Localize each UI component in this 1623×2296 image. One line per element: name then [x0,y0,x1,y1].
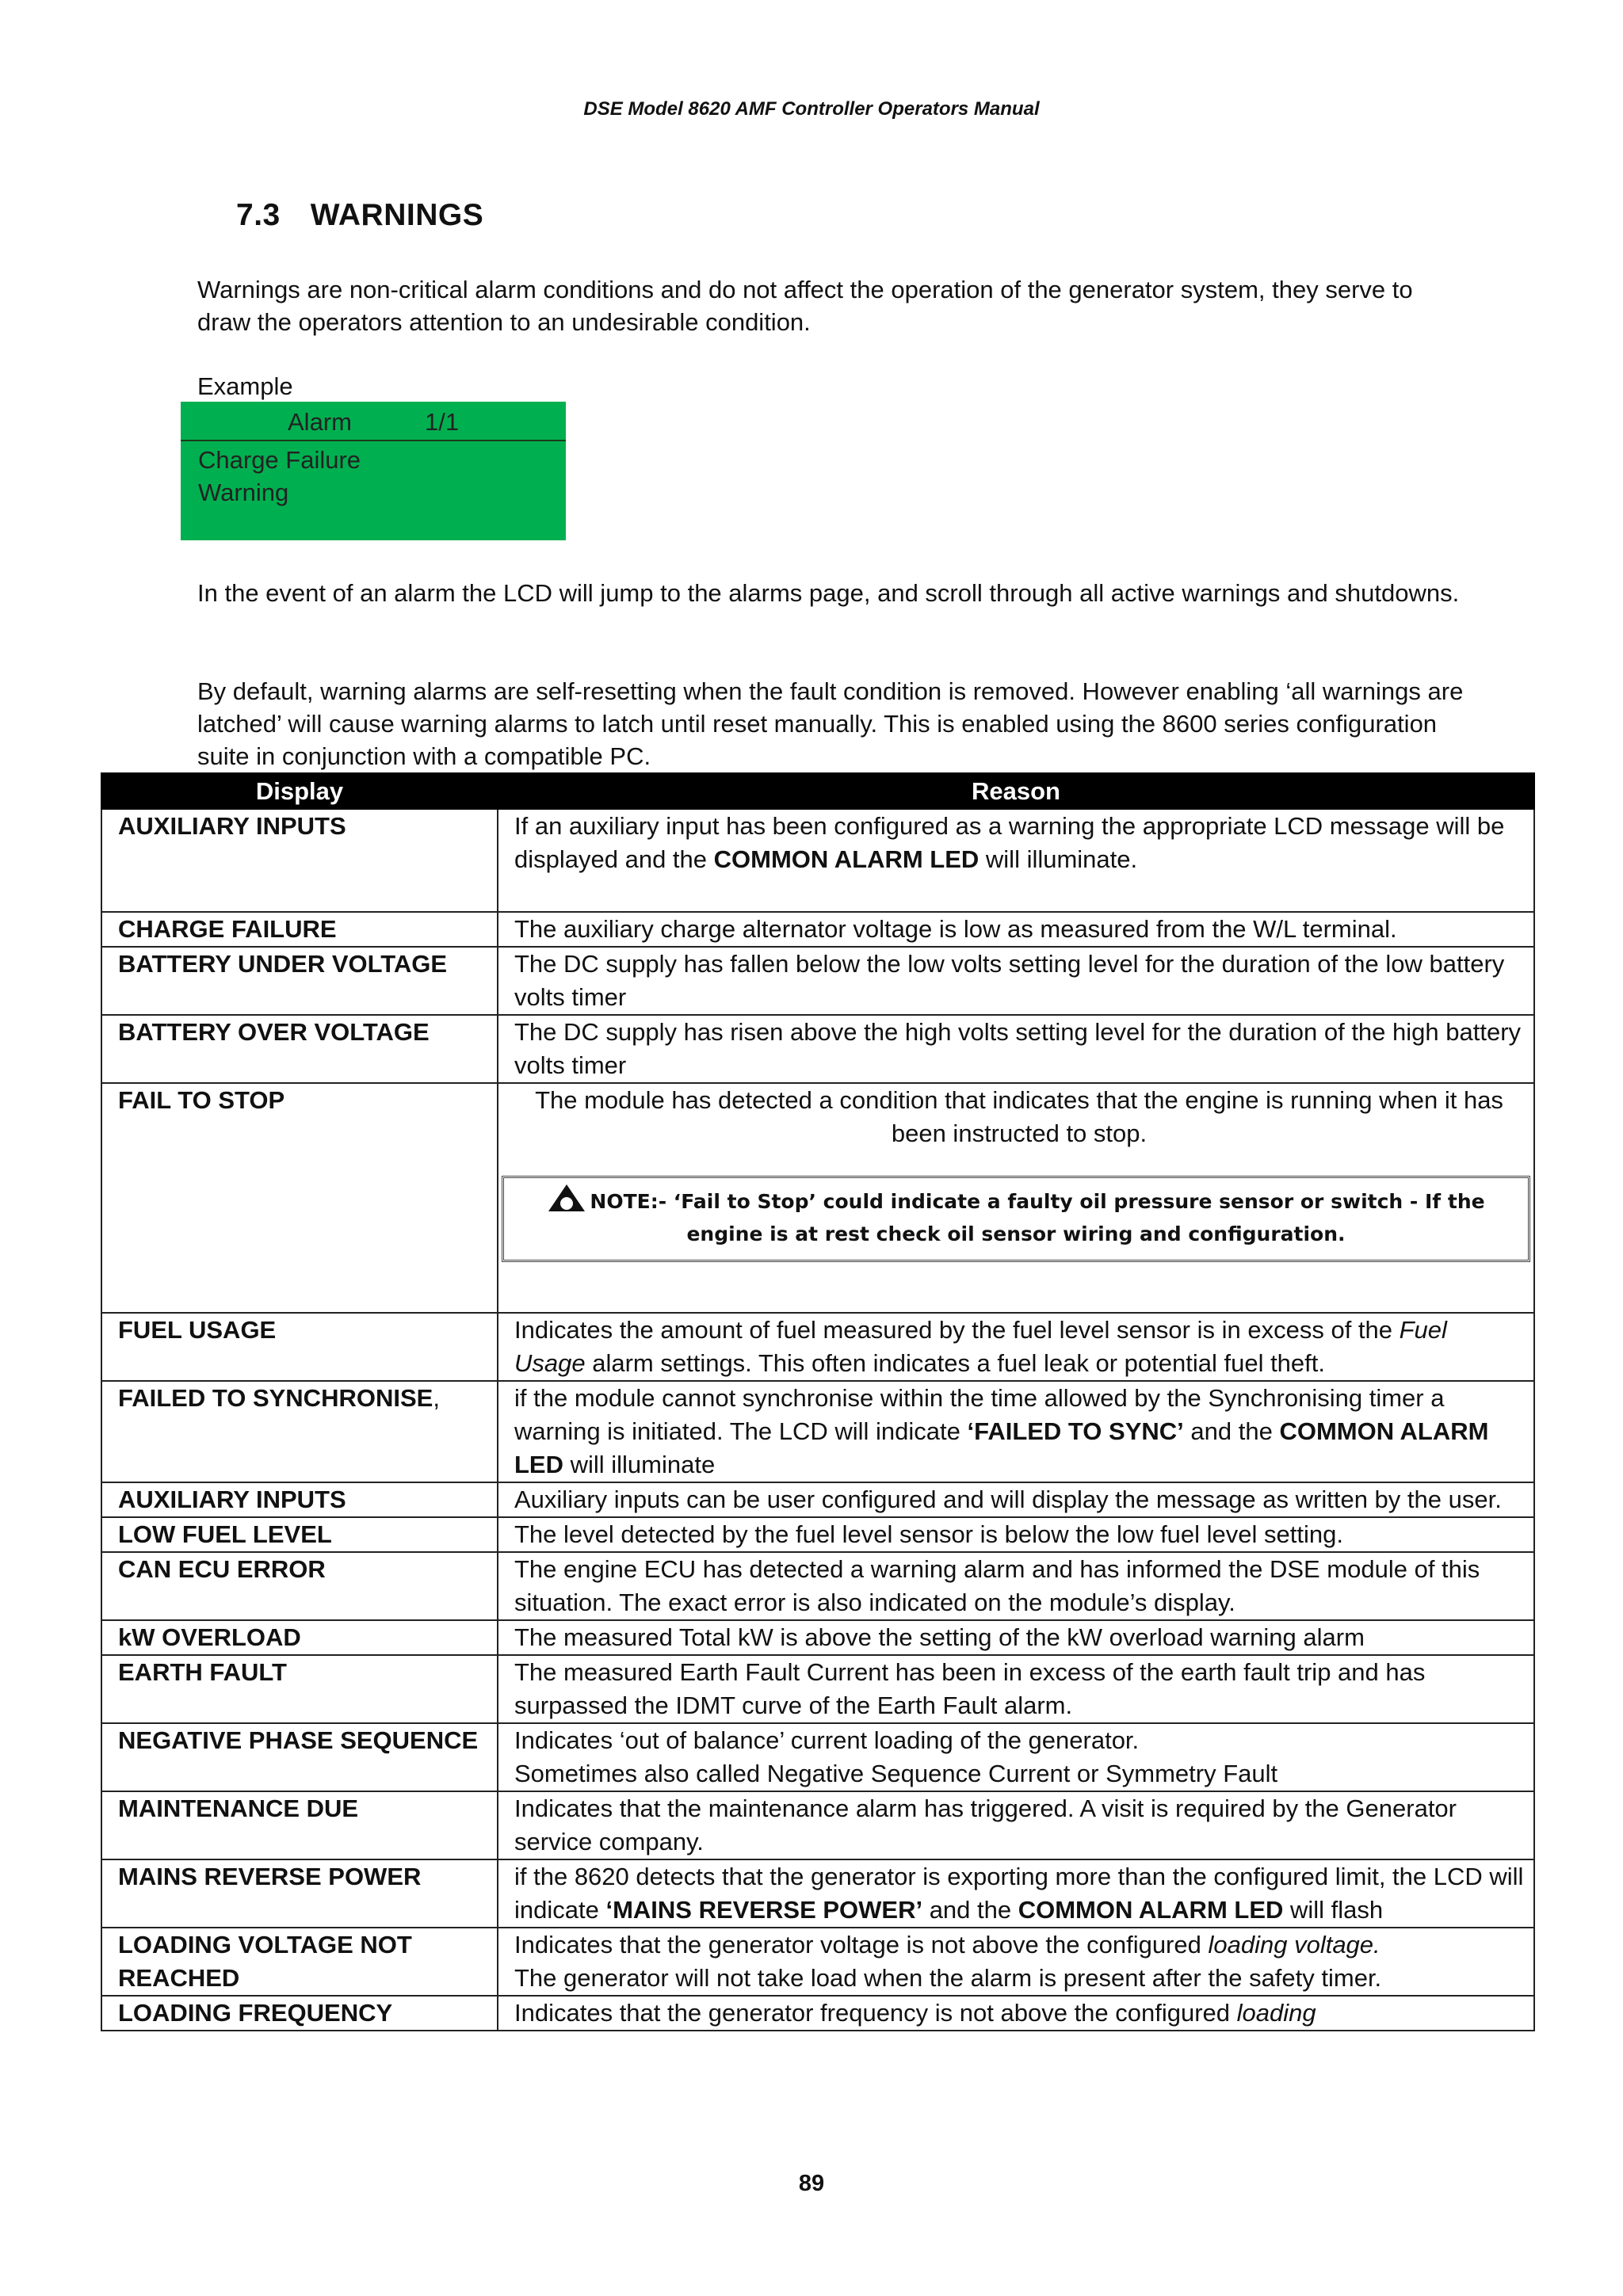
reason-text: Sometimes also called Negative Sequence Current or Symmetry Fault [514,1760,1278,1787]
table-row [101,1083,1534,1313]
reason-cell [498,1928,1534,1996]
reason-cell: Auxiliary inputs can be user configured and will display the message as written by the user. [498,1482,1534,1517]
reason-cell [498,1313,1534,1381]
reason-text: if the module cannot synchronise within the time allowed by the Synchronising timer a warning is initiated. The LCD will indicate [514,1384,1445,1445]
reason-cell: The measured Total kW is above the setting of the kW overload warning alarm [498,1620,1534,1655]
warning-triangle-icon [547,1183,586,1213]
display-cell: MAINTENANCE DUE [101,1791,498,1859]
page-number: 89 [798,2171,825,2196]
reason-text: Indicates the amount of fuel measured by the fuel level sensor is in excess of the [514,1316,1400,1344]
reason-emphasis: COMMON ALARM LED [713,845,980,873]
table-row [101,1996,1534,2031]
display-cell: CHARGE FAILURE [101,912,498,947]
table-row [101,1482,1534,1517]
reason-cell [498,1996,1534,2031]
reason-emphasis: ‘FAILED TO SYNC’ [967,1417,1184,1445]
table-row [101,1381,1534,1482]
reason-cell: The measured Earth Fault Current has been in excess of the earth fault trip and has surpassed the IDMT curve of the Earth Fault alarm. [498,1655,1534,1723]
table-row [101,1655,1534,1723]
reason-cell [498,1083,1534,1313]
example-label: Example [197,372,293,400]
note-box [502,1176,1530,1262]
column-header-display: Display [101,773,498,809]
reason-emphasis: COMMON ALARM LED [1018,1896,1284,1924]
table-row [101,912,1534,947]
reason-text: alarm settings. This often indicates a fuel leak or potential fuel theft. [585,1349,1325,1377]
reason-text: The module has detected a condition that indicates that the engine is running when it has been instructed to stop. [535,1086,1503,1147]
table-row [101,1620,1534,1655]
document-header: DSE Model 8620 AMF Controller Operators Manual [583,98,1040,120]
display-cell: EARTH FAULT [101,1655,498,1723]
reason-text: and the [922,1896,1018,1924]
table-row [101,1015,1534,1083]
table-header-row [101,773,1534,809]
reason-text: The generator will not take load when the alarm is present after the safety timer. [514,1964,1382,1992]
alarm-event-paragraph: In the event of an alarm the LCD will jump to the alarms page, and scroll through all active warnings and shutdowns. [197,579,1460,607]
intro-paragraph: Warnings are non-critical alarm conditions and do not affect the operation of the generator system, they serve to draw the operators attention to an undesirable condition. [197,276,1413,336]
lcd-page-indicator: 1/1 [425,408,460,436]
table-row [101,1723,1534,1791]
section-heading [236,198,483,233]
reason-text: will illuminate. [979,845,1138,873]
reason-text: Indicates that the generator frequency is not above the configured [514,1999,1237,2027]
reason-emphasis: ‘MAINS REVERSE POWER’ [605,1896,923,1924]
display-cell: FUEL USAGE [101,1313,498,1381]
display-cell: FAIL TO STOP [101,1083,498,1313]
warnings-table [101,772,1535,2031]
reason-cell [498,809,1534,912]
latching-paragraph: By default, warning alarms are self-resetting when the fault condition is removed. However enabling ‘all warnings are latched’ will cause warning alarms to latch until reset manually. This is enabled using the 8600 series configuration suite in conjunction with a compatible PC. [197,677,1464,770]
display-suffix: , [433,1384,440,1412]
reason-cell: Indicates that the maintenance alarm has triggered. A visit is required by the Generator service company. [498,1791,1534,1859]
reason-italic: Fuel Usage [514,1316,1447,1377]
table-row [101,1313,1534,1381]
lcd-line-1: Charge Failure [198,446,361,474]
lcd-line-2: Warning [198,479,289,506]
table-row [101,1517,1534,1552]
reason-emphasis: COMMON ALARM LED [514,1417,1489,1478]
reason-cell: The level detected by the fuel level sensor is below the low fuel level setting. [498,1517,1534,1552]
display-cell: LOADING VOLTAGE NOT REACHED [101,1928,498,1996]
reason-italic: loading voltage. [1208,1931,1381,1958]
display-label: FAILED TO SYNCHRONISE [118,1384,433,1412]
table-row [101,1791,1534,1859]
reason-cell [498,1859,1534,1928]
table-row [101,1859,1534,1928]
note-text: NOTE:- ‘Fail to Stop’ could indicate a faulty oil pressure sensor or switch - If the engine is at rest check oil sensor wiring and configuration. [590,1190,1485,1245]
lcd-example-display [181,402,566,540]
table-row [101,1928,1534,1996]
reason-cell: The DC supply has fallen below the low volts setting level for the duration of the low battery volts timer [498,947,1534,1015]
reason-text: If an auxiliary input has been configured as a warning the appropriate LCD message will be displayed and the [514,812,1505,873]
reason-cell: The engine ECU has detected a warning alarm and has informed the DSE module of this situation. The exact error is also indicated on the module’s display. [498,1552,1534,1620]
display-cell [101,1381,498,1482]
reason-cell: The DC supply has risen above the high volts setting level for the duration of the high battery volts timer [498,1015,1534,1083]
display-cell: CAN ECU ERROR [101,1552,498,1620]
reason-cell: The auxiliary charge alternator voltage is low as measured from the W/L terminal. [498,912,1534,947]
reason-text: will illuminate [563,1451,716,1478]
reason-text: Indicates ‘out of balance’ current loading of the generator. [514,1726,1140,1754]
column-header-reason: Reason [498,773,1534,809]
reason-text: will flash [1283,1896,1384,1924]
display-cell: kW OVERLOAD [101,1620,498,1655]
display-cell: AUXILIARY INPUTS [101,1482,498,1517]
reason-text: and the [1183,1417,1280,1445]
lcd-header [181,402,566,441]
reason-cell [498,1381,1534,1482]
reason-text: Indicates that the generator voltage is not above the configured [514,1931,1209,1958]
reason-text: if the 8620 detects that the generator is exporting more than the configured limit, the LCD will indicate [514,1863,1524,1924]
table-row [101,809,1534,912]
reason-italic: loading [1236,1999,1316,2027]
lcd-alarm-title: Alarm [288,408,352,436]
section-number: 7.3 [236,198,281,232]
display-cell: BATTERY UNDER VOLTAGE [101,947,498,1015]
display-cell: AUXILIARY INPUTS [101,809,498,912]
display-cell: NEGATIVE PHASE SEQUENCE [101,1723,498,1791]
display-cell: LOADING FREQUENCY [101,1996,498,2031]
display-cell: BATTERY OVER VOLTAGE [101,1015,498,1083]
section-title: WARNINGS [310,198,484,232]
table-row [101,947,1534,1015]
reason-cell [498,1723,1534,1791]
table-row [101,1552,1534,1620]
display-cell: LOW FUEL LEVEL [101,1517,498,1552]
display-cell: MAINS REVERSE POWER [101,1859,498,1928]
